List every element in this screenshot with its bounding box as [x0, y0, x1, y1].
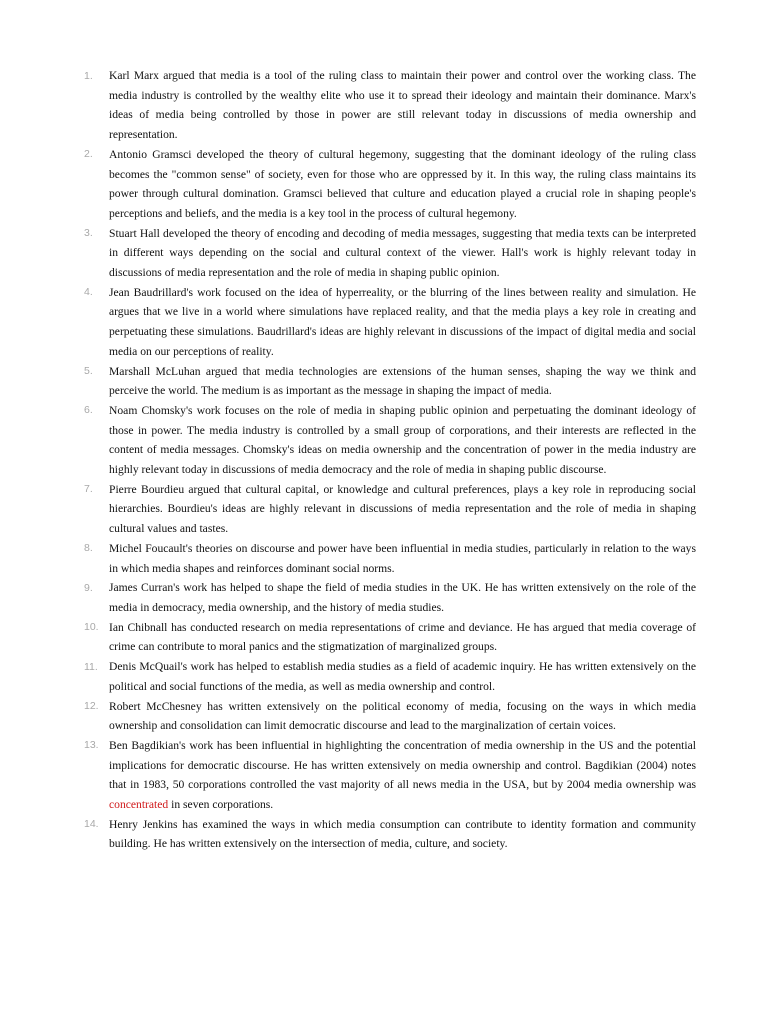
list-item [84, 618, 696, 657]
list-item-text: Robert McChesney has written extensively on the political economy of media, focusing on the ways in which media ownership and consolidation can limit democratic discourse and lead to the marginalization of certain voices. [109, 699, 696, 733]
list-item [84, 578, 696, 617]
list-number: 6. [84, 404, 93, 417]
list-item-text: Denis McQuail's work has helped to establish media studies as a field of academic inquiry. He has written extensively on the political and social functions of the media, as well as media ownership and control. [109, 660, 696, 693]
list-item [84, 362, 696, 401]
list-number: 5. [84, 365, 93, 378]
list-item-text-before: Ben Bagdikian's work has been influential in highlighting the concentration of media ownership in the US and the potential implications for democratic discourse. He has written extensively on media ownership and control. Bagdikian (2004) notes that in 1983, 50 corporations controlled the vast majority of all news media in the USA, but by 2004 media ownership was [109, 738, 696, 792]
list-number: 11. [84, 660, 98, 673]
list-item [84, 283, 696, 362]
list-item-text: James Curran's work has helped to shape the field of media studies in the UK. He has written extensively on the role of the media in democracy, media ownership, and the history of media studies. [109, 581, 696, 614]
list-number: 10. [84, 621, 99, 634]
list-item-text: Antonio Gramsci developed the theory of cultural hegemony, suggesting that the dominant ideology of the ruling class becomes the "common sense" of society, even for those who are oppressed by it. In this way, the ruling class maintains its power through cultural domination. Gramsci believed that culture and education played a crucial role in shaping people's perceptions and beliefs, and the media is a key tool in the process of cultural hegemony. [109, 147, 696, 220]
list-item [84, 224, 696, 283]
list-item-text-after: in seven corporations. [168, 798, 274, 812]
list-item-text [109, 736, 696, 815]
list-number: 12. [84, 700, 99, 712]
list-item-text: Ian Chibnall has conducted research on media representations of crime and deviance. He has argued that media coverage of crime can contribute to moral panics and the stigmatization of marginalized groups. [109, 620, 696, 654]
list-number: 13. [84, 739, 99, 752]
list-number: 3. [84, 227, 93, 240]
list-item [84, 736, 696, 815]
list-item [84, 401, 696, 480]
list-item-text: Karl Marx argued that media is a tool of the ruling class to maintain their power and control over the working class. The media industry is controlled by the wealthy elite who use it to spread their ideology and maintain their dominance. Marx's ideas of media being controlled by those in power are still relevant today in discussions of media ownership and representation. [109, 69, 696, 142]
list-item-text: Jean Baudrillard's work focused on the idea of hyperreality, or the blurring of the lines between reality and simulation. He argues that we live in a world where simulations have replaced reality, and that the media plays a key role in creating and perpetuating these simulations. Baudrillard's ideas are highly relevant in discussions of the impact of digital media and social media on our perceptions of reality. [109, 285, 696, 358]
list-item-text: Henry Jenkins has examined the ways in which media consumption can contribute to identity formation and community building. He has written extensively on the intersection of media, culture, and society. [109, 817, 696, 851]
list-item [84, 697, 696, 736]
list-item [84, 145, 696, 224]
list-item [84, 815, 696, 854]
list-number: 4. [84, 286, 93, 299]
list-number: 2. [84, 148, 93, 161]
list-item-text: Marshall McLuhan argued that media technologies are extensions of the human senses, shaping the way we think and perceive the world. The medium is as important as the message in shaping the impact of media. [109, 364, 696, 398]
list-item-text: Pierre Bourdieu argued that cultural capital, or knowledge and cultural preferences, plays a key role in reproducing social hierarchies. Bourdieu's ideas are highly relevant in discussions of media representation and the role of media in shaping cultural values and tastes. [109, 482, 696, 536]
list-item [84, 539, 696, 578]
list-item [84, 66, 696, 145]
list-number: 8. [84, 542, 93, 555]
theorist-list [84, 66, 696, 854]
list-item [84, 480, 696, 539]
list-number: 14. [84, 818, 99, 831]
list-number: 7. [84, 483, 93, 496]
list-number: 1. [84, 69, 93, 82]
list-item-text: Noam Chomsky's work focuses on the role of media in shaping public opinion and perpetuating the dominant ideology of those in power. The media industry is controlled by a small group of corporations, and their interests are reflected in the content of media messages. Chomsky's ideas on media ownership and the concentration of power in the media industry are highly relevant today in discussions of media democracy and the role of media in shaping public discourse. [109, 403, 696, 477]
highlighted-word: concentrated [109, 798, 169, 812]
list-item-text: Michel Foucault's theories on discourse and power have been influential in media studies, particularly in relation to the ways in which media shapes and reinforces dominant social norms. [109, 541, 696, 575]
list-item-text: Stuart Hall developed the theory of encoding and decoding of media messages, suggesting that media texts can be interpreted in different ways depending on the social and cultural context of the viewer. Hall's work is highly relevant today in discussions of media representation and the role of media in shaping public opinion. [109, 226, 696, 280]
list-item [84, 657, 696, 696]
list-number: 9. [84, 581, 93, 594]
